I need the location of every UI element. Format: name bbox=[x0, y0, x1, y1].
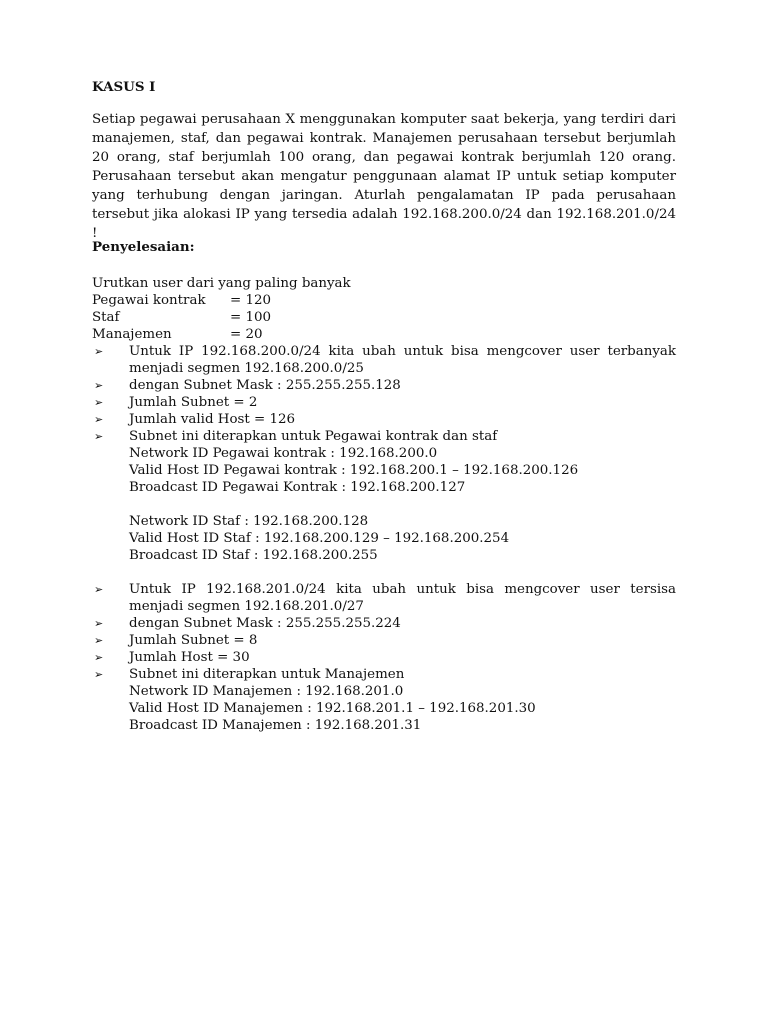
arrowhead-bullet-icon: ➢ bbox=[94, 396, 104, 409]
arrowhead-bullet-icon: ➢ bbox=[94, 668, 104, 681]
bullet-item bbox=[92, 394, 676, 411]
bullet-text: Untuk IP 192.168.200.0/24 kita ubah untuk bisa mengcover user terbanyak menjadi segmen 192.168.200.0/25 bbox=[129, 344, 676, 376]
bullet-item bbox=[92, 428, 676, 445]
count-label: Manajemen bbox=[92, 327, 172, 342]
subnet-detail-line: Broadcast ID Pegawai Kontrak : 192.168.200.127 bbox=[129, 480, 466, 495]
count-value: = 100 bbox=[230, 310, 272, 325]
count-row-kontrak bbox=[92, 292, 676, 309]
arrowhead-bullet-icon: ➢ bbox=[94, 345, 104, 358]
arrowhead-bullet-icon: ➢ bbox=[94, 617, 104, 630]
arrowhead-bullet-icon: ➢ bbox=[94, 430, 104, 443]
count-value: = 20 bbox=[230, 327, 263, 342]
subnet-detail-line: Broadcast ID Staf : 192.168.200.255 bbox=[129, 548, 378, 563]
bullet-item bbox=[92, 666, 676, 683]
subnet-detail-line: Broadcast ID Manajemen : 192.168.201.31 bbox=[129, 718, 422, 733]
spacer bbox=[92, 564, 676, 581]
arrowhead-bullet-icon: ➢ bbox=[94, 413, 104, 426]
subnet-detail-line: Network ID Pegawai kontrak : 192.168.200.0 bbox=[129, 446, 438, 461]
bullet-item bbox=[92, 411, 676, 428]
bullet-text: Jumlah Host = 30 bbox=[129, 650, 250, 665]
arrowhead-bullet-icon: ➢ bbox=[94, 634, 104, 647]
count-row-manajemen bbox=[92, 326, 676, 343]
solution-heading: Penyelesaian: bbox=[92, 239, 195, 255]
bullet-text: Subnet ini diterapkan untuk Pegawai kontrak dan staf bbox=[129, 429, 498, 444]
count-value: = 120 bbox=[230, 293, 272, 308]
subnet-detail-line: Network ID Manajemen : 192.168.201.0 bbox=[129, 684, 404, 699]
bullet-text: Subnet ini diterapkan untuk Manajemen bbox=[129, 667, 405, 682]
bullet-item bbox=[92, 581, 676, 615]
subnet-detail-line: Valid Host ID Manajemen : 192.168.201.1 – 192.168.201.30 bbox=[129, 701, 536, 716]
order-intro: Urutkan user dari yang paling banyak bbox=[92, 276, 351, 291]
solution-body bbox=[92, 275, 676, 734]
spacer bbox=[92, 496, 676, 513]
bullet-text: Jumlah Subnet = 8 bbox=[129, 633, 258, 648]
bullet-text: Jumlah valid Host = 126 bbox=[129, 412, 296, 427]
bullet-text: dengan Subnet Mask : 255.255.255.128 bbox=[129, 378, 401, 393]
case-heading: KASUS I bbox=[92, 79, 156, 95]
bullet-item bbox=[92, 377, 676, 394]
subnet-detail-line: Valid Host ID Pegawai kontrak : 192.168.200.1 – 192.168.200.126 bbox=[129, 463, 579, 478]
bullet-item bbox=[92, 615, 676, 632]
count-label: Pegawai kontrak bbox=[92, 293, 206, 308]
bullet-text: Untuk IP 192.168.201.0/24 kita ubah untuk bisa mengcover user tersisa menjadi segmen 192.168.201.0/27 bbox=[129, 582, 676, 614]
arrowhead-bullet-icon: ➢ bbox=[94, 583, 104, 596]
subnet-detail-line: Network ID Staf : 192.168.200.128 bbox=[129, 514, 369, 529]
count-row-staf bbox=[92, 309, 676, 326]
bullet-text: Jumlah Subnet = 2 bbox=[129, 395, 258, 410]
bullet-item bbox=[92, 632, 676, 649]
subnet-detail-line: Valid Host ID Staf : 192.168.200.129 – 192.168.200.254 bbox=[129, 531, 510, 546]
arrowhead-bullet-icon: ➢ bbox=[94, 379, 104, 392]
arrowhead-bullet-icon: ➢ bbox=[94, 651, 104, 664]
bullet-item bbox=[92, 649, 676, 666]
bullet-item bbox=[92, 343, 676, 377]
count-label: Staf bbox=[92, 310, 120, 325]
case-description: Setiap pegawai perusahaan X menggunakan komputer saat bekerja, yang terdiri dari manajemen, staf, dan pegawai kontrak. Manajemen perusahaan tersebut berjumlah 20 orang, staf berjumlah 100 orang, dan pegawai kontrak berjumlah 120 orang. Perusahaan tersebut akan mengatur penggunaan alamat IP untuk setiap komputer yang terhubung dengan jaringan. Aturlah pengalamatan IP pada perusahaan tersebut jika alokasi IP yang tersedia adalah 192.168.200.0/24 dan 192.168.201.0/24 ! bbox=[92, 112, 676, 241]
bullet-text: dengan Subnet Mask : 255.255.255.224 bbox=[129, 616, 401, 631]
